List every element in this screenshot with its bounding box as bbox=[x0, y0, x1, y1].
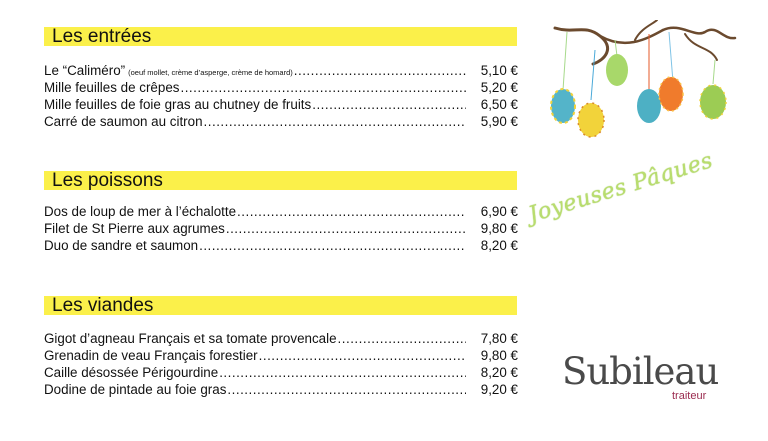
menu-item bbox=[44, 330, 518, 347]
menu-item-price: 9,80 € bbox=[480, 221, 518, 236]
menu-item-price: 6,50 € bbox=[480, 97, 518, 112]
menu-item bbox=[44, 96, 518, 113]
menu-item-name: Grenadin de veau Français forestier bbox=[44, 348, 258, 363]
menu-item-price: 5,20 € bbox=[480, 80, 518, 95]
menu-item bbox=[44, 364, 518, 381]
menu-item bbox=[44, 220, 518, 237]
menu-item-name: Gigot d’agneau Français et sa tomate provencale bbox=[44, 331, 337, 346]
menu-item bbox=[44, 347, 518, 364]
dot-leader bbox=[199, 237, 466, 254]
menu-item-price: 8,20 € bbox=[480, 238, 518, 253]
menu-item bbox=[44, 113, 518, 130]
menu-item-price: 6,90 € bbox=[480, 204, 518, 219]
menu-item-name: Mille feuilles de crêpes bbox=[44, 80, 180, 95]
menu-item-name: Dodine de pintade au foie gras bbox=[44, 382, 227, 397]
menu-item-name: Dos de loup de mer à l’échalotte bbox=[44, 204, 237, 219]
dot-leader bbox=[294, 62, 466, 79]
subileau-logo bbox=[562, 351, 722, 411]
dot-leader bbox=[312, 96, 466, 113]
menu-item-price: 9,80 € bbox=[480, 348, 518, 363]
logo-subtitle: traiteur bbox=[672, 390, 707, 402]
easter-eggs-illustration bbox=[545, 20, 745, 142]
easter-greeting: Joyeuses Pâques bbox=[525, 148, 716, 228]
dot-leader bbox=[259, 347, 466, 364]
menu-item-price: 5,90 € bbox=[480, 114, 518, 129]
dot-leader bbox=[226, 220, 466, 237]
menu-item-note: (oeuf mollet, crème d’asperge, crème de homard) bbox=[128, 68, 293, 77]
menu-item bbox=[44, 237, 518, 254]
menu-item bbox=[44, 381, 518, 398]
dot-leader bbox=[227, 381, 466, 398]
menu-item-price: 7,80 € bbox=[480, 331, 518, 346]
menu-item-name: Mille feuilles de foie gras au chutney de fruits bbox=[44, 97, 312, 112]
dot-leader bbox=[180, 79, 466, 96]
dot-leader bbox=[338, 330, 466, 347]
menu-item-price: 9,20 € bbox=[480, 382, 518, 397]
section-title-viandes: Les viandes bbox=[52, 295, 154, 316]
menu-item-price: 5,10 € bbox=[480, 63, 518, 78]
menu-item bbox=[44, 79, 518, 96]
menu-item-name: Carré de saumon au citron bbox=[44, 114, 203, 129]
section-title-poissons: Les poissons bbox=[52, 170, 163, 191]
logo-wordmark: Subileau bbox=[562, 350, 719, 393]
menu-item-name: Caille désossée Périgourdine bbox=[44, 365, 219, 380]
menu-item-price: 8,20 € bbox=[480, 365, 518, 380]
menu-item-name: Le “Caliméro” bbox=[44, 63, 126, 78]
menu-item-name: Duo de sandre et saumon bbox=[44, 238, 199, 253]
section-title-entrees: Les entrées bbox=[52, 26, 152, 47]
dot-leader bbox=[237, 203, 466, 220]
dot-leader bbox=[219, 364, 466, 381]
menu-item-name: Filet de St Pierre aux agrumes bbox=[44, 221, 225, 236]
menu-item bbox=[44, 62, 518, 79]
dot-leader bbox=[204, 113, 466, 130]
menu-item bbox=[44, 203, 518, 220]
